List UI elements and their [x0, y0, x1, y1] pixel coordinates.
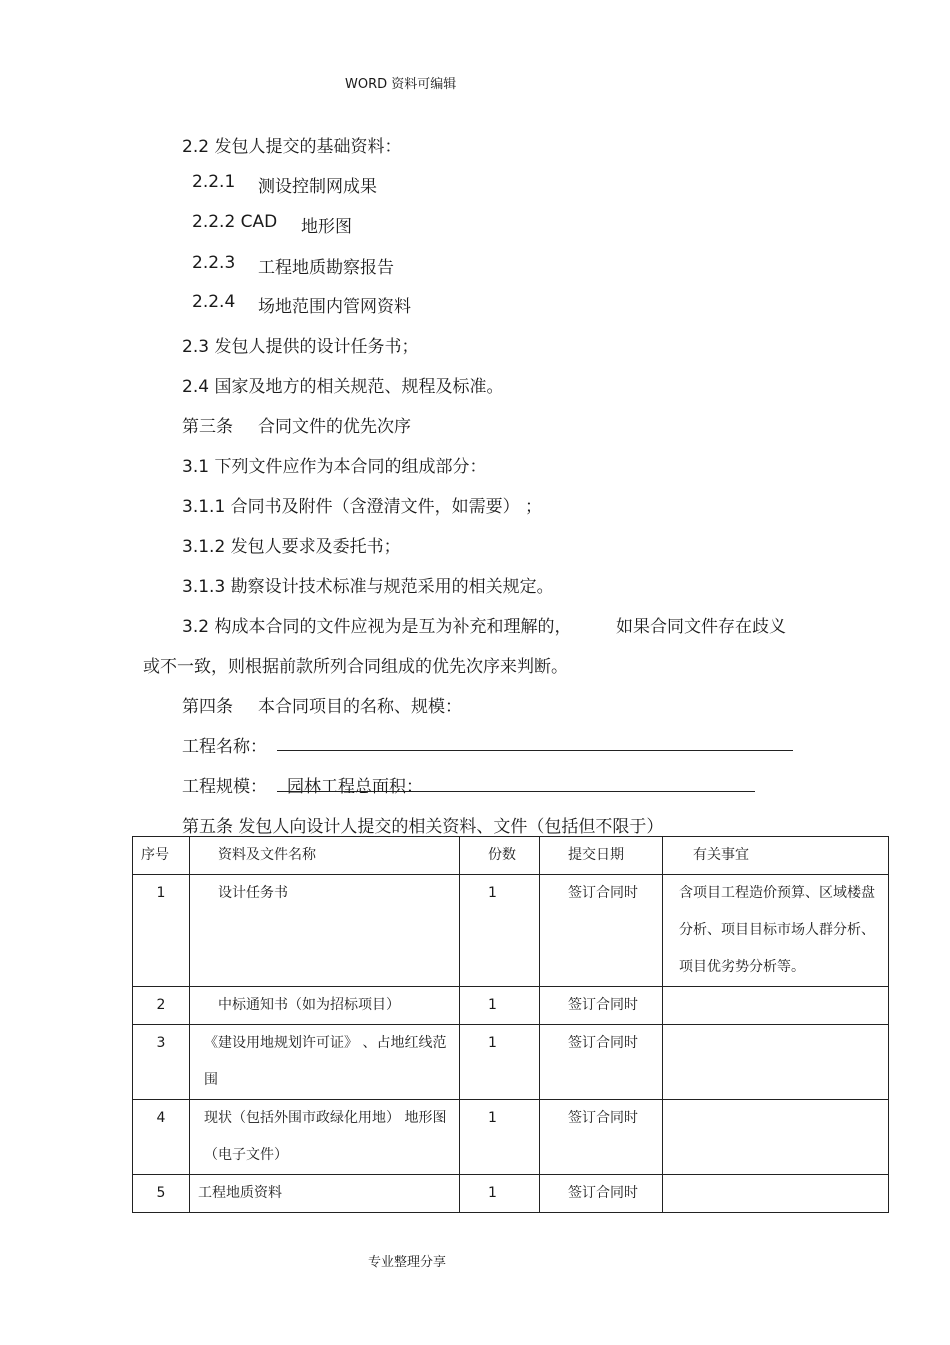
article-3-text: 合同文件的优先次序	[258, 417, 411, 437]
clause-2-2-2-num: 2.2.2 CAD	[192, 212, 278, 232]
clause-2-2-1-num: 2.2.1	[192, 172, 236, 192]
row-doc-name: 现状（包括外围市政绿化用地） 地形图（电子文件）	[190, 1100, 460, 1175]
row-date: 签订合同时	[540, 1025, 663, 1100]
row-count: 1	[460, 1025, 540, 1100]
row-notes: 含项目工程造价预算、区域楼盘分析、项目目标市场人群分析、项目优劣势分析等。	[663, 875, 889, 987]
row-notes	[663, 1100, 889, 1175]
clause-2-3: 2.3 发包人提供的设计任务书；	[182, 337, 419, 357]
clause-2-2-1-text: 测设控制网成果	[258, 177, 377, 197]
row-doc-name: 《建设用地规划许可证》 、占地红线范围	[190, 1025, 460, 1100]
table-row	[133, 1175, 889, 1213]
row-count: 1	[460, 987, 540, 1025]
clause-2-2-4-text: 场地范围内管网资料	[258, 297, 411, 317]
row-notes	[663, 1175, 889, 1213]
project-scale-label: 工程规模：	[182, 777, 267, 797]
table-row	[133, 987, 889, 1025]
row-date: 签订合同时	[540, 875, 663, 987]
header-count: 份数	[460, 837, 540, 875]
page-header: WORD 资料可编辑	[345, 77, 457, 92]
page-footer: 专业整理分享	[368, 1255, 447, 1270]
row-serial: 1	[133, 875, 190, 987]
row-count: 1	[460, 875, 540, 987]
row-serial: 3	[133, 1025, 190, 1100]
row-doc-name: 工程地质资料	[190, 1175, 460, 1213]
row-serial: 5	[133, 1175, 190, 1213]
clause-2-2-2-text: 地形图	[301, 217, 352, 237]
article-5: 第五条 发包人向设计人提交的相关资料、文件（包括但不限于）	[182, 817, 664, 837]
row-serial: 4	[133, 1100, 190, 1175]
table-row	[133, 1100, 889, 1175]
project-scale-blank	[277, 791, 755, 792]
clause-3-2-part-b: 如果合同文件存在歧义	[616, 617, 786, 637]
article-3-title: 第三条	[182, 417, 233, 437]
header-date: 提交日期	[540, 837, 663, 875]
clause-3-2-part-a: 3.2 构成本合同的文件应视为是互为补充和理解的，	[182, 617, 572, 637]
clause-2-4: 2.4 国家及地方的相关规范、规程及标准。	[182, 377, 504, 397]
row-notes	[663, 987, 889, 1025]
article-4-text: 本合同项目的名称、规模：	[258, 697, 462, 717]
clause-2-2: 2.2 发包人提交的基础资料：	[182, 137, 402, 157]
row-date: 签订合同时	[540, 1100, 663, 1175]
documents-table	[132, 836, 889, 1213]
clause-2-2-4-num: 2.2.4	[192, 292, 236, 312]
clause-3-1-3: 3.1.3 勘察设计技术标准与规范采用的相关规定。	[182, 577, 554, 597]
project-name-blank	[277, 750, 793, 751]
row-notes	[663, 1025, 889, 1100]
clause-3-1-2: 3.1.2 发包人要求及委托书；	[182, 537, 401, 557]
row-count: 1	[460, 1175, 540, 1213]
row-serial: 2	[133, 987, 190, 1025]
clause-2-2-3-text: 工程地质勘察报告	[258, 258, 394, 278]
header-notes: 有关事宜	[663, 837, 889, 875]
article-4-title: 第四条	[182, 697, 233, 717]
table-row	[133, 875, 889, 987]
row-doc-name: 中标通知书（如为招标项目）	[190, 987, 460, 1025]
table-row	[133, 1025, 889, 1100]
clause-3-2-part-c: 或不一致，则根据前款所列合同组成的优先次序来判断。	[143, 657, 568, 677]
header-serial: 序号	[133, 837, 190, 875]
project-name-label: 工程名称：	[182, 737, 267, 757]
row-date: 签订合同时	[540, 987, 663, 1025]
header-doc-name: 资料及文件名称	[190, 837, 460, 875]
project-scale-value: 园林工程总面积：	[287, 777, 423, 797]
row-date: 签订合同时	[540, 1175, 663, 1213]
clause-2-2-3-num: 2.2.3	[192, 253, 236, 273]
clause-3-1-1: 3.1.1 合同书及附件（含澄清文件，如需要） ；	[182, 497, 543, 517]
clause-3-1: 3.1 下列文件应作为本合同的组成部分：	[182, 457, 487, 477]
row-count: 1	[460, 1100, 540, 1175]
row-doc-name: 设计任务书	[190, 875, 460, 987]
table-header-row	[133, 837, 889, 875]
